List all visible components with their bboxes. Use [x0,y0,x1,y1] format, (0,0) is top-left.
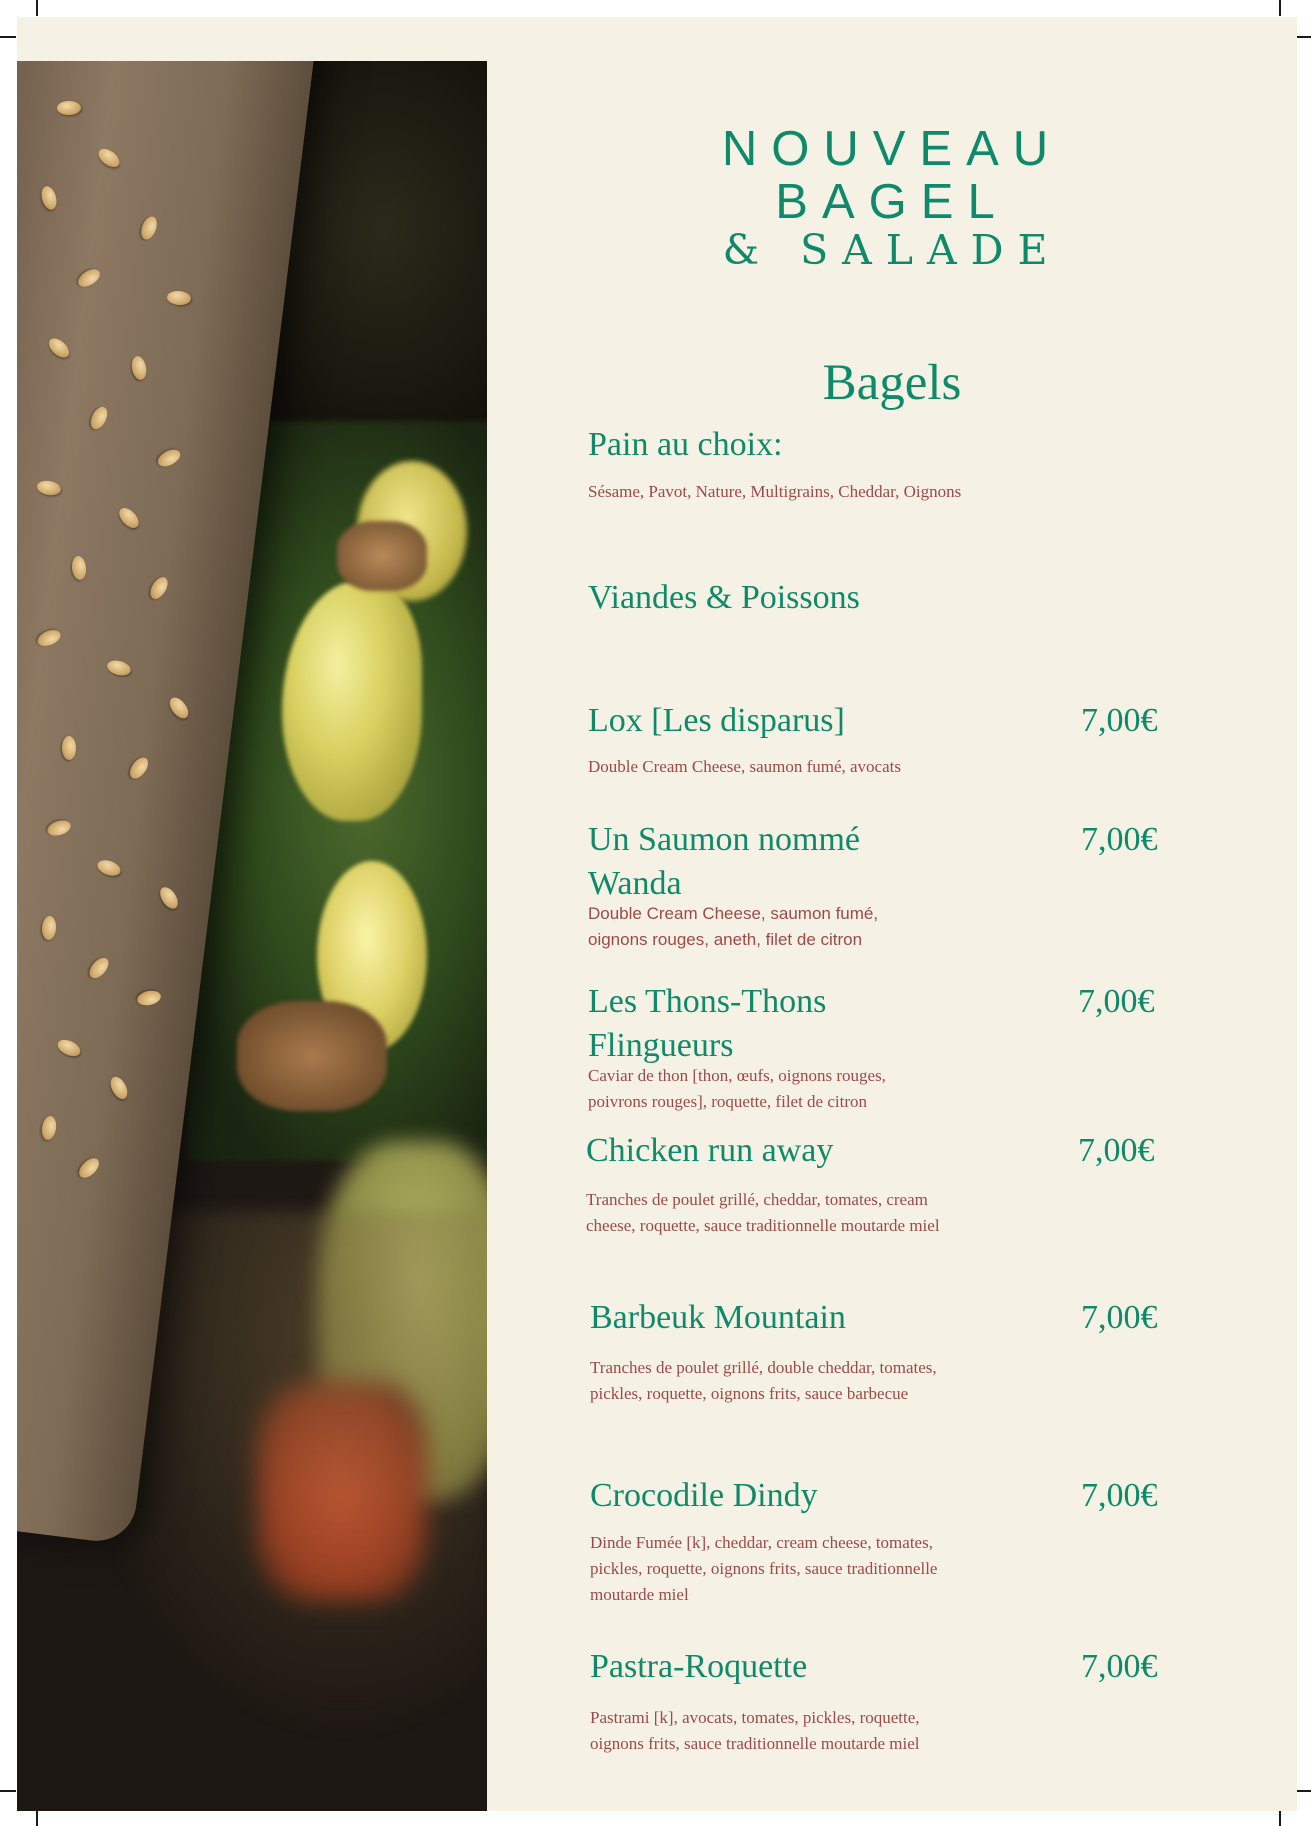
section-title: Bagels [822,355,962,411]
photo-onion [237,1001,387,1111]
menu-content [487,17,1297,1811]
menu-item-price: 7,00€ [1081,1477,1158,1514]
bread-choice-options: Sésame, Pavot, Nature, Multigrains, Cheddar, Oignons [588,482,962,501]
crop-mark [36,0,38,16]
menu-item-name: Les Thons-Thons Flingueurs [588,983,827,1064]
menu-item-description: Dinde Fumée [k], cheddar, cream cheese, tomates, pickles, roquette, oignons frits, sauce traditionnelle moutarde miel [590,1533,938,1604]
menu-item-name: Pastra-Roquette [590,1648,808,1685]
brand-line-2: BAGEL [775,175,1009,229]
menu-item-name: Crocodile Dindy [590,1477,818,1514]
sesame-seed [62,736,76,760]
crop-mark [1295,36,1311,38]
menu-item-name: Barbeuk Mountain [590,1299,846,1336]
menu-item-description: Caviar de thon [thon, œufs, oignons rouges, poivrons rouges], roquette, filet de citron [588,1066,886,1111]
menu-item-description: Double Cream Cheese, saumon fumé, avocats [588,757,901,776]
crop-mark [0,1790,16,1792]
crop-mark [0,36,16,38]
menu-item-name: Chicken run away [586,1132,834,1169]
menu-page [17,17,1297,1811]
menu-item-description: Tranches de poulet grillé, double cheddar, tomates, pickles, roquette, oignons frits, sauce barbecue [590,1358,937,1403]
brand-line-1: NOUVEAU [721,122,1063,176]
menu-item-price: 7,00€ [1081,1648,1158,1685]
menu-item-price: 7,00€ [1078,1132,1155,1169]
sesame-seed [57,101,81,115]
crop-mark [1279,0,1281,16]
crop-mark [1279,1810,1281,1826]
menu-item-price: 7,00€ [1081,821,1158,858]
menu-item-description: Pastrami [k], avocats, tomates, pickles, roquette, oignons frits, sauce traditionnelle moutarde miel [590,1708,920,1753]
menu-item-description: Double Cream Cheese, saumon fumé, oignons rouges, aneth, filet de citron [588,904,879,949]
menu-item-price: 7,00€ [1081,702,1158,739]
bagel-photo [17,61,487,1811]
menu-item-name: Lox [Les disparus] [588,702,845,739]
photo-onion [337,521,427,591]
menu-item-price: 7,00€ [1078,983,1155,1020]
category-title: Viandes & Poissons [588,579,860,616]
crop-mark [1295,1790,1311,1792]
menu-item-description: Tranches de poulet grillé, cheddar, tomates, cream cheese, roquette, sauce traditionnelle moutarde miel [586,1190,940,1235]
menu-item-name: Un Saumon nommé Wanda [588,821,860,902]
menu-item-price: 7,00€ [1081,1299,1158,1336]
brand-line-3: & SALADE [722,226,1062,274]
crop-mark [36,1810,38,1826]
bread-choice-title: Pain au choix: [588,426,783,463]
